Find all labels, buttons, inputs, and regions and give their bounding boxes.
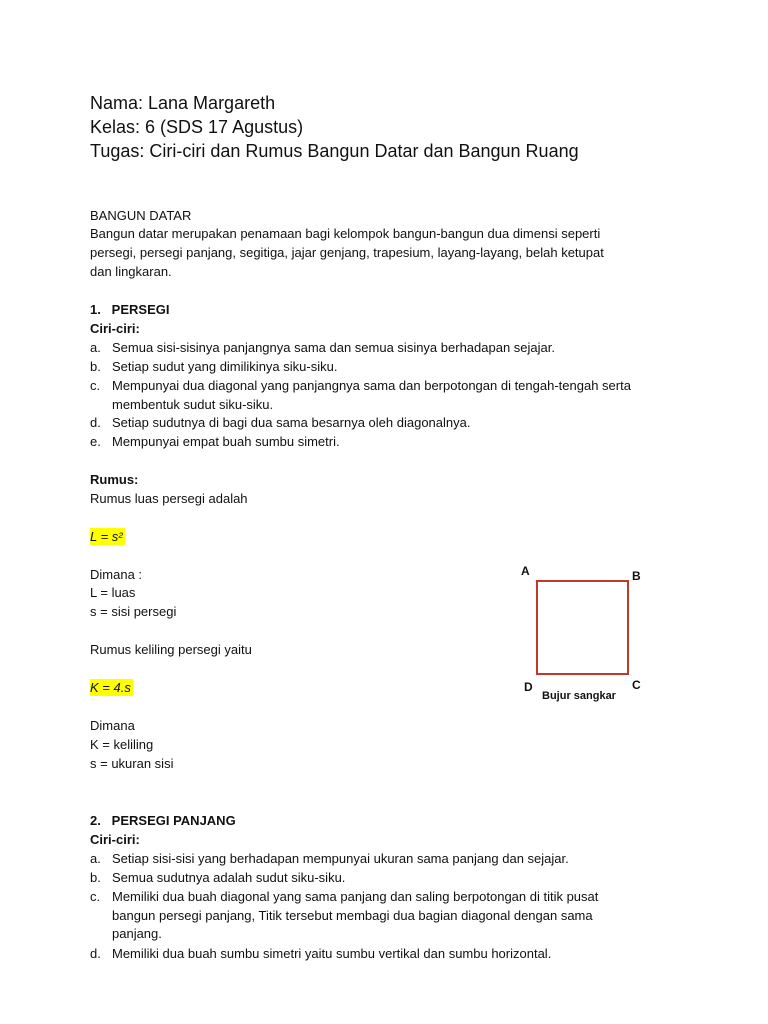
list-text: Setiap sudutnya di bagi dua sama besarnya oleh diagonalnya. [112, 415, 471, 430]
s-definition-2: s = ukuran sisi [90, 756, 174, 771]
assignment-title: Tugas: Ciri-ciri dan Rumus Bangun Datar dan Bangun Ruang [90, 141, 579, 161]
dimana-label-2: Dimana [90, 718, 135, 733]
list-item [90, 869, 345, 888]
list-item [90, 414, 470, 433]
list-marker: d. [90, 415, 101, 430]
intro-line-3: dan lingkaran. [90, 264, 172, 279]
intro-line-2: persegi, persegi panjang, segitiga, jajar genjang, trapesium, layang-layang, belah ketupat [90, 245, 604, 260]
list-marker: c. [90, 889, 101, 904]
persegi-ciri-label: Ciri-ciri: [90, 321, 140, 336]
s-definition-1: s = sisi persegi [90, 604, 177, 619]
header-block [90, 91, 579, 163]
list-text: Mempunyai empat buah sumbu simetri. [112, 434, 340, 449]
list-item [90, 850, 569, 869]
list-marker: a. [90, 851, 101, 866]
l-definition: L = luas [90, 585, 136, 600]
list-marker: b. [90, 359, 101, 374]
list-item [90, 339, 555, 358]
student-name: Nama: Lana Margareth [90, 93, 276, 113]
square-shape [536, 580, 629, 675]
list-marker: e. [90, 434, 101, 449]
vertex-label-a: A [521, 564, 530, 578]
luas-formula-line [90, 528, 125, 547]
diagram-caption: Bujur sangkar [542, 690, 616, 702]
list-marker: a. [90, 340, 101, 355]
keliling-formula: K = 4.s [90, 680, 131, 695]
persegi-panjang-title: 2. PERSEGI PANJANG [90, 813, 236, 828]
list-item [90, 377, 631, 414]
persegi-panjang-ciri-label: Ciri-ciri: [90, 832, 140, 847]
intro-line-1: Bangun datar merupakan penamaan bagi kelompok bangun-bangun dua dimensi seperti [90, 226, 601, 241]
square-diagram [518, 560, 658, 710]
list-item [90, 433, 340, 452]
vertex-label-b: B [632, 569, 641, 583]
dimana-label-1: Dimana : [90, 567, 143, 582]
list-text: Semua sisi-sisinya panjangnya sama dan semua sisinya berhadapan sejajar. [112, 340, 555, 355]
list-text: Setiap sudut yang dimilikinya siku-siku. [112, 359, 338, 374]
rumus-label: Rumus: [90, 472, 139, 487]
list-marker: b. [90, 870, 101, 885]
list-text: Memiliki dua buah diagonal yang sama panjang dan saling berpotongan di titik pusat [112, 889, 599, 904]
persegi-title: 1. PERSEGI [90, 302, 170, 317]
list-text: Setiap sisi-sisi yang berhadapan mempunyai ukuran sama panjang dan sejajar. [112, 851, 569, 866]
k-definition: K = keliling [90, 737, 154, 752]
keliling-formula-line [90, 679, 133, 698]
list-text: Memiliki dua buah sumbu simetri yaitu sumbu vertikal dan sumbu horizontal. [112, 946, 552, 961]
list-marker: d. [90, 946, 101, 961]
student-class: Kelas: 6 (SDS 17 Agustus) [90, 117, 304, 137]
section-heading-bangun-datar: BANGUN DATAR [90, 208, 192, 223]
vertex-label-c: C [632, 678, 641, 692]
luas-formula: L = s² [90, 529, 123, 544]
list-text-continuation: membentuk sudut siku-siku. [112, 396, 274, 412]
list-item [90, 358, 337, 377]
list-text: Semua sudutnya adalah sudut siku-siku. [112, 870, 346, 885]
list-text-continuation: panjang. [112, 926, 162, 941]
keliling-intro: Rumus keliling persegi yaitu [90, 642, 252, 657]
luas-intro: Rumus luas persegi adalah [90, 491, 248, 506]
vertex-label-d: D [524, 680, 533, 694]
list-marker: c. [90, 378, 101, 393]
list-item [90, 945, 551, 964]
list-text: Mempunyai dua diagonal yang panjangnya sama dan berpotongan di tengah-tengah serta [112, 378, 631, 393]
list-text-continuation: bangun persegi panjang, Titik tersebut membagi dua bagian diagonal dengan sama [112, 907, 593, 923]
list-item [90, 888, 598, 944]
